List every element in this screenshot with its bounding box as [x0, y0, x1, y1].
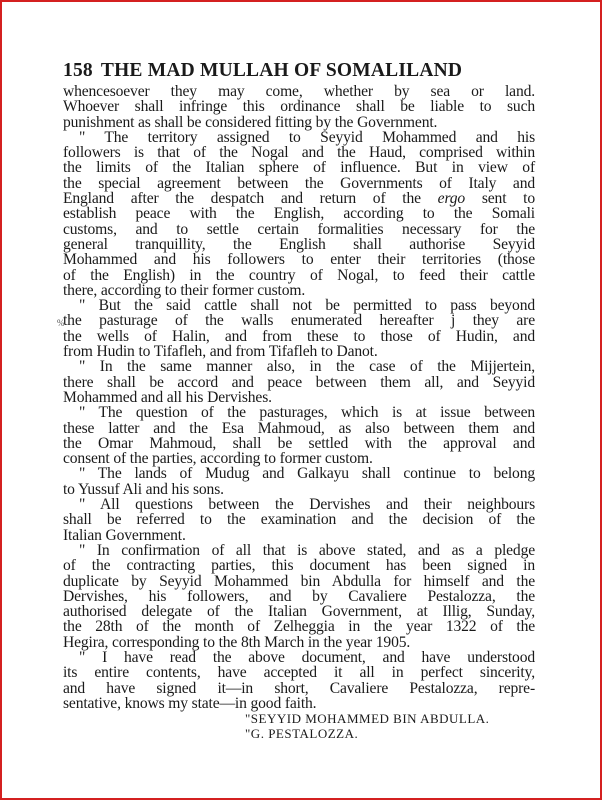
text-line: whencesoever they may come, whether by sea or land.	[63, 83, 535, 100]
text-line: Mohammed and all his Dervishes.	[63, 388, 272, 406]
text-line: there shall be accord and peace between them all, and Seyyid	[63, 373, 535, 391]
text-line: " In the same manner also, in the case of the Mijjertein,	[79, 358, 535, 376]
text-line: its entire contents, have accepted it all in perfect sincerity,	[63, 664, 535, 682]
running-title: THE MAD MULLAH OF SOMALILAND	[100, 60, 463, 81]
signature-line: "G. PESTALOZZA.	[245, 726, 359, 742]
signature-block	[63, 711, 535, 742]
book-page	[57, 58, 535, 742]
text-line: to Yussuf Ali and his sons.	[63, 480, 224, 498]
text-line: the Omar Mahmoud, shall be settled with the approval and	[63, 434, 535, 452]
text-line: " All questions between the Dervishes and their neighbours	[79, 496, 535, 514]
text-line: customs, and to settle certain formalities necessary for the	[63, 220, 535, 238]
text-line: " I have read the above document, and have understood	[79, 648, 535, 666]
text-line: authorised delegate of the Italian Government, at Illig, Sunday,	[63, 603, 535, 621]
text-line: England after the despatch and return of the ergo sent to	[63, 190, 535, 208]
body-text	[57, 83, 535, 712]
text-line: followers is that of the Nogal and the Haud, comprised within	[63, 144, 535, 162]
text-line: Hegira, corresponding to the 8th March in the year 1905.	[63, 633, 411, 651]
text-line: sentative, knows my state—in good faith.	[63, 694, 317, 712]
text-line: " The lands of Mudug and Galkayu shall continue to belong	[79, 465, 535, 483]
text-line: of the English) in the country of Nogal, to feed their cattle	[63, 266, 535, 284]
text-line: there, according to their former custom.	[63, 281, 306, 299]
text-line: the special agreement between the Governments of Italy and	[63, 174, 535, 192]
text-line: Dervishes, his followers, and by Cavaliere Pestalozza, the	[63, 587, 535, 605]
text-line: Mohammed and his followers to enter their territories (those	[63, 251, 535, 269]
text-line: " In confirmation of all that is above stated, and as a pledge	[79, 541, 535, 559]
text-line: punishment as shall be considered fitting by the Government.	[63, 113, 438, 131]
text-line: duplicate by Seyyid Mohammed bin Abdulla for himself and the	[63, 572, 535, 590]
page-number: 158	[63, 60, 93, 81]
text-line: " The territory assigned to Seyyid Mohammed and his	[79, 128, 535, 146]
text-line: consent of the parties, according to former custom.	[63, 450, 373, 468]
signature-line: "SEYYID MOHAMMED BIN ABDULLA.	[245, 711, 490, 727]
text-line: the limits of the Italian sphere of influence. But in view of	[63, 159, 535, 177]
margin-mark: %	[57, 318, 65, 329]
running-header	[63, 58, 535, 84]
text-line: from Hudin to Tifafleh, and from Tifafleh to Danot.	[63, 343, 378, 361]
text-line: " But the said cattle shall not be permitted to pass beyond	[79, 297, 535, 315]
text-line: the pasturage of the walls enumerated hereafter j they are %	[63, 313, 535, 328]
text-line: the wells of Halin, and from these to those of Hudin, and	[63, 327, 535, 345]
text-line: " The question of the pasturages, which is at issue between	[79, 404, 535, 422]
text-line: general tranquillity, the English shall authorise Seyyid	[63, 235, 535, 253]
text-line: these latter and the Esa Mahmoud, as also between them and	[63, 419, 535, 437]
text-line: shall be referred to the examination and the decision of the	[63, 511, 535, 529]
text-line: establish peace with the English, according to the Somali	[63, 205, 535, 223]
text-line: of the contracting parties, this document has been signed in	[63, 557, 535, 575]
text-line: Whoever shall infringe this ordinance shall be liable to such	[63, 98, 535, 116]
text-line: the 28th of the month of Zelheggia in the year 1322 of the	[63, 618, 535, 636]
text-line: and have signed it—in short, Cavaliere Pestalozza, repre-	[63, 679, 535, 697]
text-line: Italian Government.	[63, 526, 186, 544]
